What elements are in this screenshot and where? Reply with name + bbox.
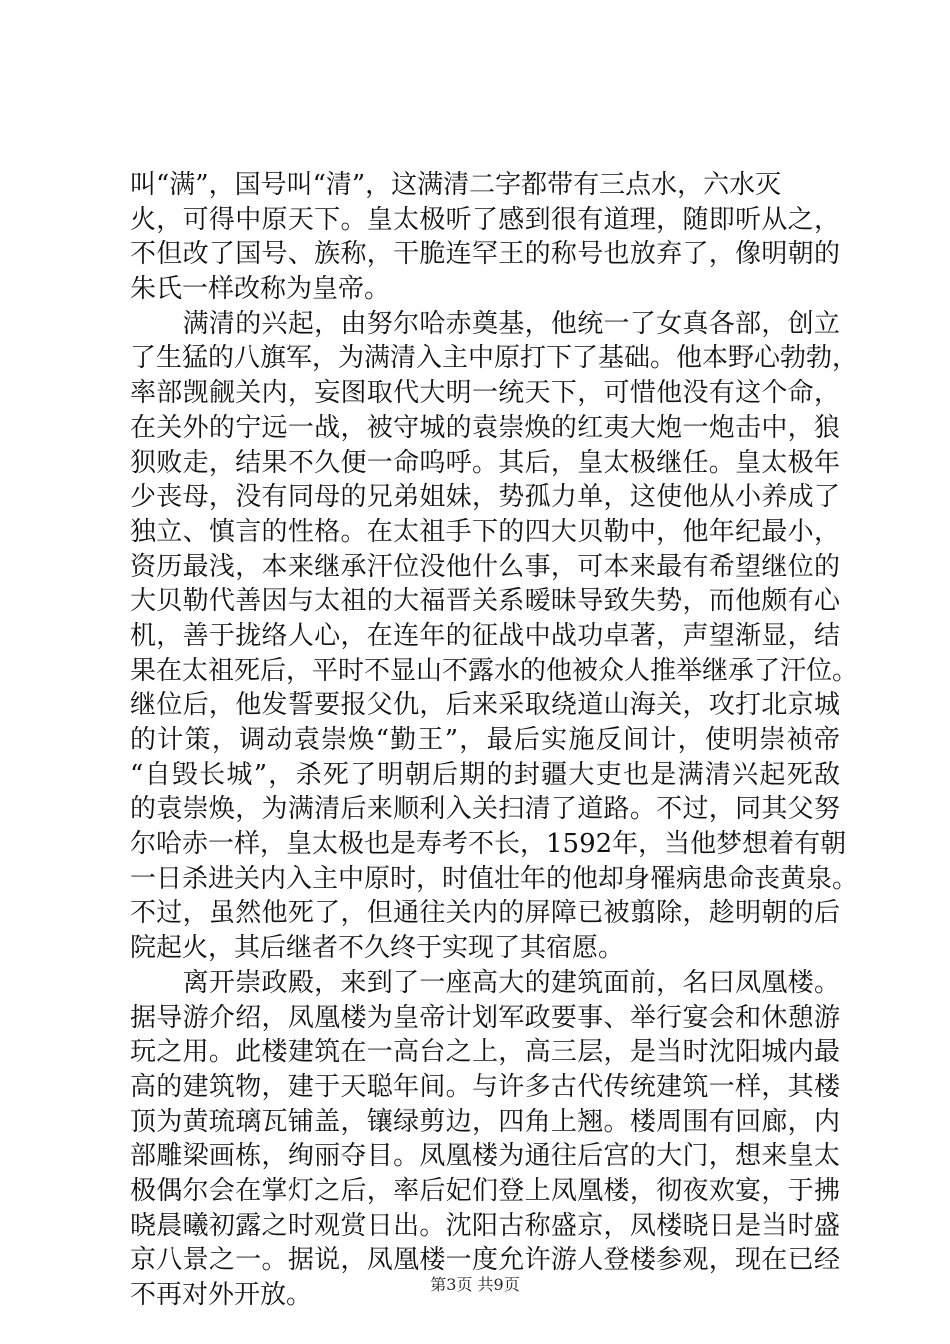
text-line: 率部觊觎关内，妄图取代大明一统天下，可惜他没有这个命， [130,378,840,409]
text-line: 大贝勒代善因与太祖的大福晋关系暧昧导致失势，而他颇有心 [130,586,840,617]
text-line: 机，善于拢络人心，在连年的征战中战功卓著，声望渐显，结 [130,620,840,651]
body-text [130,168,859,1313]
text-line: 尔哈赤一样，皇太极也是寿考不长，1592年，当他梦想着有朝 [130,829,847,860]
text-line: 叫“满”，国号叫“清”，这满清二字都带有三点水，六水灭 [130,170,782,200]
text-line: 据导游介绍，凤凰楼为皇帝计划军政要事、举行宴会和休憩游 [130,1002,840,1033]
text-line: 火，可得中原天下。皇太极听了感到很有道理，随即听从之， [130,204,840,235]
text-line: 继位后，他发誓要报父仇，后来采取绕道山海关，攻打北京城 [130,690,840,721]
text-line: 部雕梁画栋，绚丽夺目。凤凰楼为通往后宫的大门，想来皇太 [130,1141,840,1172]
text-line: 果在太祖死后，平时不显山不露水的他被众人推举继承了汗位。 [130,655,859,686]
text-line: 一日杀进关内入主中原时，时值壮年的他却身罹病患命丧黄泉。 [130,863,859,894]
text-line: 院起火，其后继者不久终于实现了其宿愿。 [130,933,625,964]
page-number-footer: 第3页 共9页 [430,1275,520,1294]
text-line: 的袁崇焕，为满清后来顺利入关扫清了道路。不过，同其父努 [130,794,840,825]
text-line: 京八景之一。据说，凤凰楼一度允许游人登楼参观，现在已经 [130,1245,840,1276]
text-line: 不但改了国号、族称，干脆连罕王的称号也放弃了，像明朝的 [130,239,840,270]
text-line: 了生猛的八旗军，为满清入主中原打下了基础。他本野心勃勃， [130,343,859,374]
text-line: 极偶尔会在掌灯之后，率后妃们登上凤凰楼，彻夜欢宴，于拂 [130,1175,840,1206]
text-line: 晓晨曦初露之时观赏日出。沈阳古称盛京，凤楼晓日是当时盛 [130,1210,840,1241]
text-line: 独立、慎言的性格。在太祖手下的四大贝勒中，他年纪最小， [130,516,840,547]
text-line: 不再对外开放。 [130,1280,313,1310]
text-line: 少丧母，没有同母的兄弟姐妹，势孤力单，这使他从小养成了 [130,482,840,513]
text-line: “自毁长城”，杀死了明朝后期的封疆大吏也是满清兴起死敌 [130,759,840,790]
text-line: 的计策，调动袁崇焕“勤王”，最后实施反间计，使明崇祯帝 [130,725,840,755]
text-line: 资历最浅，本来继承汗位没他什么事，可本来最有希望继位的 [130,551,840,582]
text-line: 朱氏一样改称为皇帝。 [130,274,391,305]
text-line: 离开崇政殿，来到了一座高大的建筑面前，名曰凤凰楼。 [130,967,840,998]
text-line: 在关外的宁远一战，被守城的袁崇焕的红夷大炮一炮击中，狼 [130,412,840,443]
text-line: 高的建筑物，建于天聪年间。与许多古代传统建筑一样，其楼 [130,1071,840,1102]
text-line: 狈败走，结果不久便一命呜呼。其后，皇太极继任。皇太极年 [130,447,840,478]
text-line: 顶为黄琉璃瓦铺盖，镶绿剪边，四角上翘。楼周围有回廊，内 [130,1106,840,1137]
text-line: 不过，虽然他死了，但通往关内的屏障已被翦除，趁明朝的后 [130,898,840,929]
text-line: 玩之用。此楼建筑在一高台之上，高三层，是当时沈阳城内最 [130,1037,840,1068]
text-line: 满清的兴起，由努尔哈赤奠基，他统一了女真各部，创立 [130,308,840,339]
